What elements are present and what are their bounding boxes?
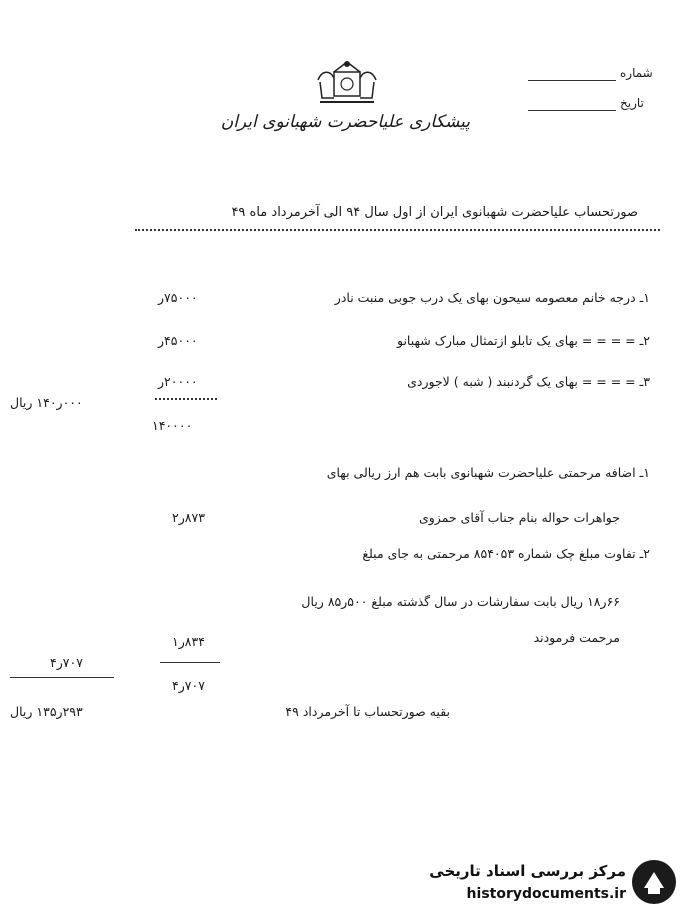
addition-2-line1: ۲ـ تفاوت مبلغ چک شماره ۸۵۴۰۵۳ مرحمتی به جای مبلغ	[362, 546, 650, 561]
watermark-title: مرکز بررسی اسناد تاریخی	[429, 862, 626, 880]
additions-outer-value: ۷۰۷ر۴	[50, 655, 83, 670]
statement-title: صورتحساب علیاحضرت شهبانوی ایران از اول سال ۹۴ الی آخرمرداد ماه ۴۹	[231, 205, 638, 220]
item-2-label: ۲ـ = = = = بهای یک تابلو ازتمثال مبارک شهبانو	[396, 333, 650, 348]
addition-2-line2: ۶۶ر۱۸ ریال بابت سفارشات در سال گذشته مبلغ ۵۰۰ر۸۵ ریال	[301, 594, 620, 609]
subtotal-value: ۱۴۰۰۰۰	[152, 418, 193, 433]
watermark-url: historydocuments.ir	[466, 886, 626, 902]
date-line	[528, 110, 616, 111]
number-line	[528, 80, 616, 81]
number-label: شماره	[620, 66, 653, 80]
balance-label: بقیه صورتحساب تا آخرمرداد ۴۹	[285, 704, 450, 719]
item-2-amount: ۴۵۰۰۰ر	[158, 333, 198, 348]
addition-1-amount: ۸۷۳ر۲	[172, 510, 205, 525]
subtotal-dotted-rule	[155, 398, 217, 400]
item-3-amount: ۲۰۰۰۰ر	[158, 374, 198, 389]
outer-total-rule	[10, 677, 114, 678]
imperial-crest-icon	[312, 58, 382, 108]
court-title: پیشکاری علیاحضرت شهبانوی ایران	[220, 112, 470, 132]
additions-total-value: ۷۰۷ر۴	[172, 678, 205, 693]
balance-value: ۲۹۳ر۱۳۵ ریال	[10, 704, 83, 719]
additions-rule	[160, 662, 220, 663]
date-label: تاریخ	[620, 96, 644, 110]
subtotal-outer-value: ۰۰۰ر۱۴۰ ریال	[10, 395, 83, 410]
archive-logo-icon	[630, 858, 678, 906]
item-3-label: ۳ـ = = = = بهای یک گردنبند ( شبه ) لاجوردی	[407, 374, 650, 389]
addition-2-line3: مرحمت فرمودند	[533, 630, 620, 645]
item-1-label: ۱ـ درجه خانم معصومه سیحون بهای یک درب جوبی منبت نادر	[334, 290, 650, 305]
title-underline	[135, 229, 660, 231]
item-1-amount: ۷۵۰۰۰ر	[158, 290, 198, 305]
addition-1-line2: جواهرات حواله بنام جناب آقای حمزوی	[418, 510, 620, 525]
addition-1-line1: ۱ـ اضافه مرحمتی علیاحضرت شهبانوی بابت هم ارز ریالی بهای	[326, 465, 650, 480]
addition-2-amount: ۸۳۴ر۱	[172, 634, 205, 649]
